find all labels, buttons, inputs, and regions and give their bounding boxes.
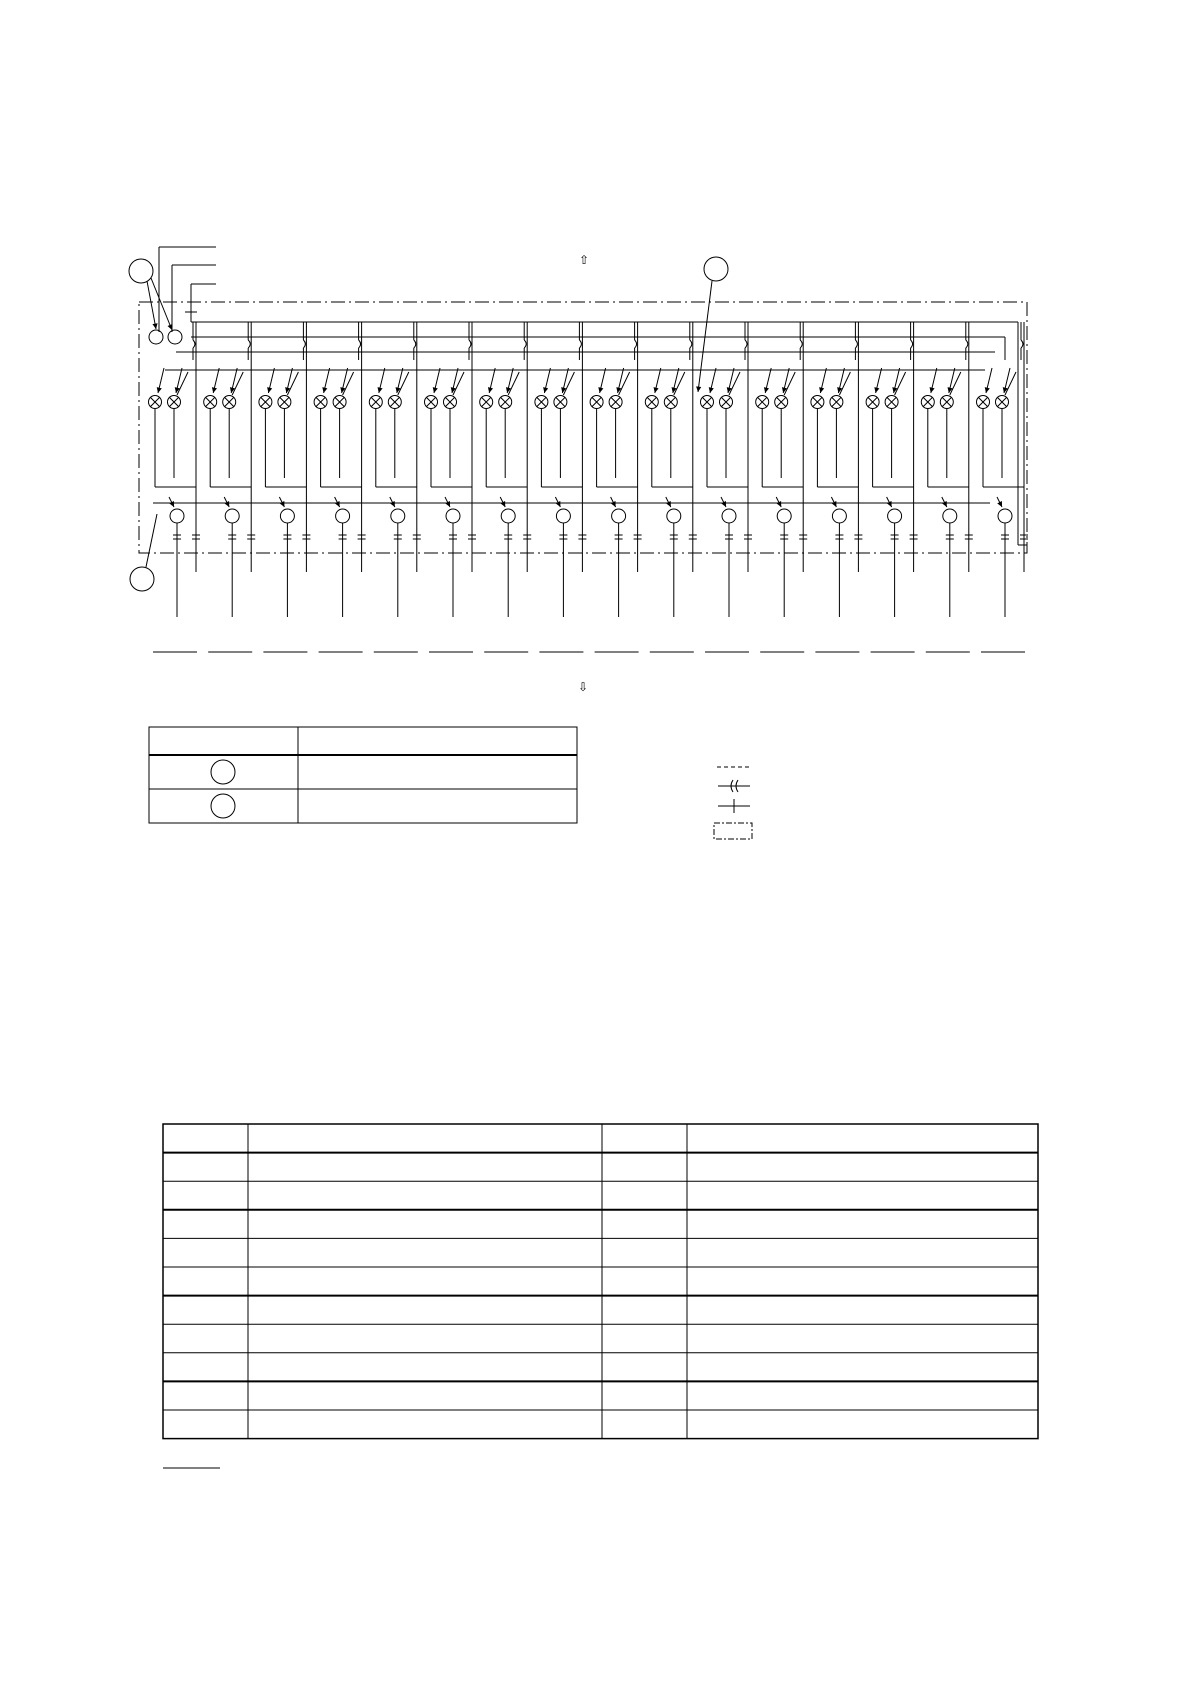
lamp-icon — [590, 396, 603, 409]
arrow-head-icon — [152, 323, 157, 329]
lamp-icon — [278, 396, 291, 409]
wire-jump — [690, 340, 692, 348]
down-arrow-icon: ⇩ — [578, 680, 589, 694]
legend-frame — [149, 727, 577, 823]
node-circle — [832, 509, 846, 523]
callout-circle-a — [129, 259, 153, 283]
node-circle — [225, 509, 239, 523]
lamp-icon — [866, 396, 879, 409]
dashdot-box-icon — [714, 823, 752, 839]
column-10 — [645, 322, 697, 652]
lamp-icon — [499, 396, 512, 409]
wire-jump — [359, 340, 361, 348]
lamp-icon — [369, 396, 382, 409]
arrow-head-icon — [598, 387, 603, 393]
wire-jump — [1021, 340, 1023, 348]
wire-jump — [303, 340, 305, 348]
wire-jump — [800, 340, 802, 348]
lamp-icon — [425, 396, 438, 409]
lamp-icon — [811, 396, 824, 409]
arrow-head-icon — [654, 387, 659, 393]
node-circle — [777, 509, 791, 523]
lamp-icon — [204, 396, 217, 409]
column-7 — [480, 322, 532, 652]
arrow-head-icon — [696, 386, 701, 392]
column-11 — [701, 322, 753, 652]
lamp-icon — [996, 396, 1009, 409]
lamp-icon — [149, 396, 162, 409]
arrow-head-icon — [764, 387, 769, 393]
fuse-icon — [149, 330, 163, 344]
column-13 — [811, 322, 863, 652]
callout-leader — [146, 514, 157, 567]
callout-circle-b — [704, 257, 728, 281]
lamp-icon — [314, 396, 327, 409]
arrow-head-icon — [433, 387, 438, 393]
lamp-icon — [921, 396, 934, 409]
column-1 — [149, 322, 201, 652]
arrow-head-icon — [488, 387, 493, 393]
column-14 — [866, 322, 918, 652]
legend-symbol-circle — [211, 760, 235, 784]
node-circle — [998, 509, 1012, 523]
node-circle — [336, 509, 350, 523]
arrow-head-icon — [212, 387, 217, 393]
wire-jump — [911, 340, 913, 348]
wire-jump — [524, 340, 526, 348]
node-circle — [888, 509, 902, 523]
callout-circle-c — [130, 567, 154, 591]
wire-jump — [248, 340, 250, 348]
lamp-icon — [664, 396, 677, 409]
lamp-icon — [168, 396, 181, 409]
wire-jump — [635, 340, 637, 348]
column-3 — [259, 322, 311, 652]
lamp-icon — [885, 396, 898, 409]
line-type-legend — [714, 767, 752, 839]
node-circle — [612, 509, 626, 523]
arrow-head-icon — [819, 387, 824, 393]
arrow-head-icon — [930, 387, 935, 393]
node-circle — [446, 509, 460, 523]
lamp-icon — [223, 396, 236, 409]
wire-jump — [414, 340, 416, 348]
legend-symbol-circle — [211, 794, 235, 818]
wire-jump — [855, 340, 857, 348]
wire-jump — [193, 340, 195, 348]
node-circle — [501, 509, 515, 523]
lamp-icon — [701, 396, 714, 409]
fuse-icon — [168, 330, 182, 344]
up-arrow-icon: ⇧ — [579, 253, 590, 267]
arrow-head-icon — [543, 387, 548, 393]
arrow-head-icon — [985, 387, 990, 393]
wire-jump — [579, 340, 581, 348]
node-circle — [556, 509, 570, 523]
column-4 — [314, 322, 366, 652]
column-12 — [756, 322, 808, 652]
arrow-head-icon — [378, 387, 383, 393]
lamp-icon — [388, 396, 401, 409]
node-circle — [280, 509, 294, 523]
wire-jump — [966, 340, 968, 348]
lamp-icon — [333, 396, 346, 409]
lamp-icon — [830, 396, 843, 409]
column-9 — [590, 322, 642, 652]
lamp-icon — [259, 396, 272, 409]
lamp-icon — [720, 396, 733, 409]
lamp-icon — [535, 396, 548, 409]
arrow-head-icon — [874, 387, 879, 393]
parts-list-table — [163, 1124, 1038, 1468]
arrow-head-icon — [267, 387, 272, 393]
column-6 — [425, 322, 477, 652]
node-circle — [170, 509, 184, 523]
arrow-head-icon — [322, 387, 327, 393]
node-circle — [391, 509, 405, 523]
lamp-icon — [775, 396, 788, 409]
lamp-icon — [756, 396, 769, 409]
symbol-legend-table — [149, 727, 577, 823]
lamp-icon — [609, 396, 622, 409]
arrow-head-icon — [709, 387, 714, 393]
column-16 — [977, 322, 1029, 652]
lamp-icon — [940, 396, 953, 409]
column-8 — [535, 322, 587, 652]
node-circle — [667, 509, 681, 523]
column-2 — [204, 322, 256, 652]
column-5 — [369, 322, 421, 652]
lamp-icon — [554, 396, 567, 409]
node-circle — [943, 509, 957, 523]
lamp-circuit-schematic — [129, 247, 1028, 652]
table-frame — [163, 1124, 1038, 1439]
wire-jump — [745, 340, 747, 348]
wire-jump — [469, 340, 471, 348]
lamp-icon — [645, 396, 658, 409]
lamp-icon — [444, 396, 457, 409]
lamp-icon — [480, 396, 493, 409]
arrow-head-icon — [157, 387, 162, 393]
lamp-icon — [977, 396, 990, 409]
node-circle — [722, 509, 736, 523]
callout-leader — [151, 278, 172, 330]
column-15 — [921, 322, 973, 652]
enclosure-box — [139, 302, 1027, 553]
